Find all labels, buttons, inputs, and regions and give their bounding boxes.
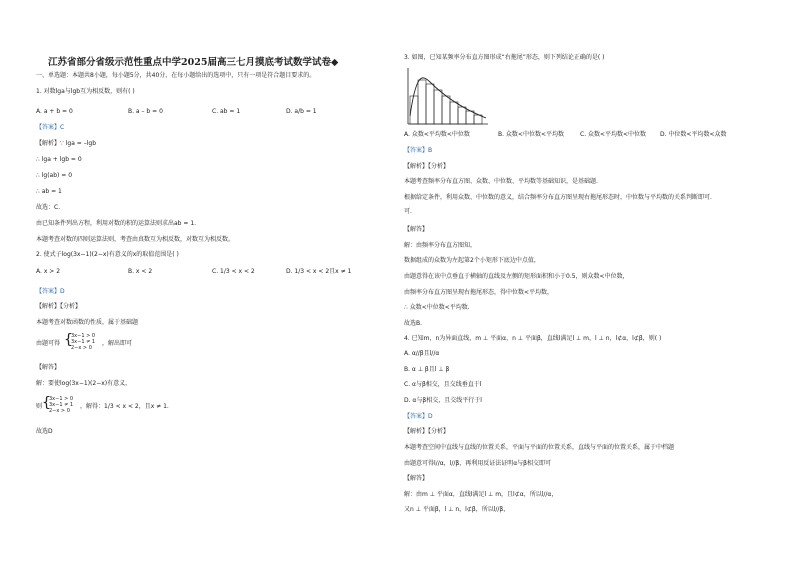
answer-2: 【答案】D: [36, 288, 65, 295]
question-1: 1. 对数lga与lgb互为相反数，则有( ): [36, 88, 135, 95]
bar: [442, 96, 450, 124]
q2-then: 则: [36, 403, 43, 410]
step-6: 本题考查对数的四则运算法则，考查由真数互为相反数，对数互为相反数。: [36, 236, 235, 243]
q3-method-tail: 可.: [404, 208, 412, 215]
q2-option-d: D. 1/3 < x < 2且x ≠ 1: [286, 268, 352, 275]
bar: [458, 107, 466, 124]
q2-analysis: 本题考查对数函数的性质，属于基础题: [36, 319, 139, 326]
q1-option-d: D. a/b = 1: [286, 108, 317, 115]
q2-option-c: C. 1/3 < x < 2: [212, 268, 255, 275]
q4-option-d: D. α与β相交，且交线平行于l: [404, 397, 482, 404]
q4-analysis: 本题考查空间中直线与直线的位置关系，平面与平面的位置关系，直线与平面的位置关系，属于中档题: [404, 444, 675, 451]
q3-option-d: D. 中位数<平均数<众数: [660, 131, 727, 138]
q3-sol-3: 由题意得在该中点垂直于横轴的直线及左侧的矩形面积和小于0.5，则众数<中位数，: [404, 273, 629, 280]
q3-sol-4: 由频率分布直方图呈现右拖尾形态，得中位数<平均数，: [404, 289, 554, 296]
q4-option-c: C. α与β相交，且交线垂直于l: [404, 381, 482, 388]
answer-3: 【答案】B: [404, 147, 433, 154]
q3-sol-2: 数据组成的众数为左起第2个小矩形下底边中点值，: [404, 257, 540, 264]
system2-eq-1: 3x−1 > 0: [49, 396, 74, 402]
step-5: 由已知条件列出方程，利用对数的积的运算法则求出ab = 1.: [36, 220, 197, 227]
system-eq-3: 2−x > 0: [71, 345, 92, 351]
q4-detail-heading: 【解答】: [404, 475, 429, 482]
q3-method: 根据给定条件，利用众数、中位数的意义，结合频率分布直方图呈现右拖尾形态时，中位数与平均数的关系判断即可.: [404, 194, 712, 201]
step-4: 故选：C.: [36, 204, 61, 211]
system-eq-1: 3x−1 > 0: [71, 333, 96, 339]
explanation-2: 【解析】【分析】: [36, 303, 82, 310]
detail-heading: 【解答】: [36, 364, 61, 371]
bar: [426, 84, 434, 124]
q4-sol-2: 又n ⊥ 平面β，l ⊥ n，l⊄β，所以l//β，: [404, 506, 510, 513]
explanation-3: 【解析】【分析】: [404, 163, 450, 170]
q4-option-a: A. α//β且l//α: [404, 350, 440, 357]
q2-choice: 故选D: [36, 428, 53, 435]
q2-result: ，解得：1/3 < x < 2，且x ≠ 1.: [80, 403, 169, 410]
q1-option-c: C. ab = 1: [212, 108, 241, 115]
question-3: 3. 如图，已知某频率分布直方图形成“右拖尾”形态，则下列结论正确的是( ): [404, 54, 605, 61]
q2-derivation-tail: ，解出即可: [102, 340, 133, 347]
q4-sol-1: 解：由m ⊥ 平面α，直线l满足l ⊥ m，且l⊄α，所以l//α，: [404, 491, 558, 498]
q3-option-a: A. 众数<平均数<中位数: [404, 131, 470, 138]
q3-choice: 故选B.: [404, 320, 423, 327]
q2-option-a: A. x > 2: [36, 268, 61, 275]
section-heading: 一、单选题：本题共8小题，每小题5分，共40分，在每小题给出的选项中，只有一项是符合题目要求的。: [36, 72, 316, 79]
q3-analysis: 本题考查频率分布直方图、众数、中位数、平均数等基础知识，是基础题.: [404, 178, 598, 185]
bar: [418, 80, 426, 124]
bar: [474, 115, 482, 124]
page-title: 江苏省部分省级示范性重点中学2025届高三七月摸底考试数学试卷◆: [48, 57, 339, 68]
q4-option-b: B. α ⊥ β且l ⊥ β: [404, 366, 450, 373]
system2-eq-3: 2−x > 0: [49, 408, 70, 414]
question-4: 4. 已知m，n为异面直线，m ⊥ 平面α，n ⊥ 平面β，直线l满足l ⊥ m，l ⊥ n，l⊄α，l⊄β，则( ): [404, 335, 662, 342]
q4-method: 由题意可得l//α，l//β，再利用反证法证明α与β相交即可: [404, 460, 551, 467]
q1-option-b: B. a – b = 0: [128, 108, 163, 115]
q2-solution: 解：要使log(3x−1)(2−x)有意义，: [36, 380, 132, 387]
system-brace: {: [64, 332, 73, 348]
question-2: 2. 使式子log(3x−1)(2−x)有意义的x的取值范围是( ): [36, 251, 179, 258]
answer-1: 【答案】C: [36, 124, 65, 131]
system2-eq-2: 3x−1 ≠ 1: [49, 402, 74, 408]
q2-derivation-label: 由题可得: [36, 340, 61, 347]
step-1: ∴ lga + lgb = 0: [36, 156, 82, 163]
step-2: ∴ lg(ab) = 0: [36, 172, 73, 179]
step-3: ∴ ab = 1: [36, 188, 62, 195]
q2-option-b: B. x < 2: [128, 268, 153, 275]
system-eq-2: 3x−1 ≠ 1: [71, 339, 96, 345]
q3-sol-1: 解：由频率分布直方图知，: [404, 242, 477, 249]
system-brace-2: {: [42, 395, 51, 411]
histogram-figure: [406, 66, 490, 128]
density-curve: [410, 78, 486, 118]
q3-sol-5: ∴ 众数<中位数<平均数.: [404, 304, 470, 311]
q3-option-c: C. 众数<平均数<中位数: [580, 131, 647, 138]
histogram-bars: [410, 80, 482, 124]
explanation-1: 【解析】∵ lga = –lgb: [36, 140, 97, 147]
bar: [466, 111, 474, 124]
bar: [450, 102, 458, 124]
q1-option-a: A. a + b = 0: [36, 108, 73, 115]
q3-detail-heading: 【解答】: [404, 226, 429, 233]
q3-option-b: B. 众数<中位数<平均数: [498, 131, 564, 138]
explanation-4: 【解析】【分析】: [404, 428, 450, 435]
answer-4: 【答案】D: [404, 413, 433, 420]
bar: [434, 90, 442, 124]
